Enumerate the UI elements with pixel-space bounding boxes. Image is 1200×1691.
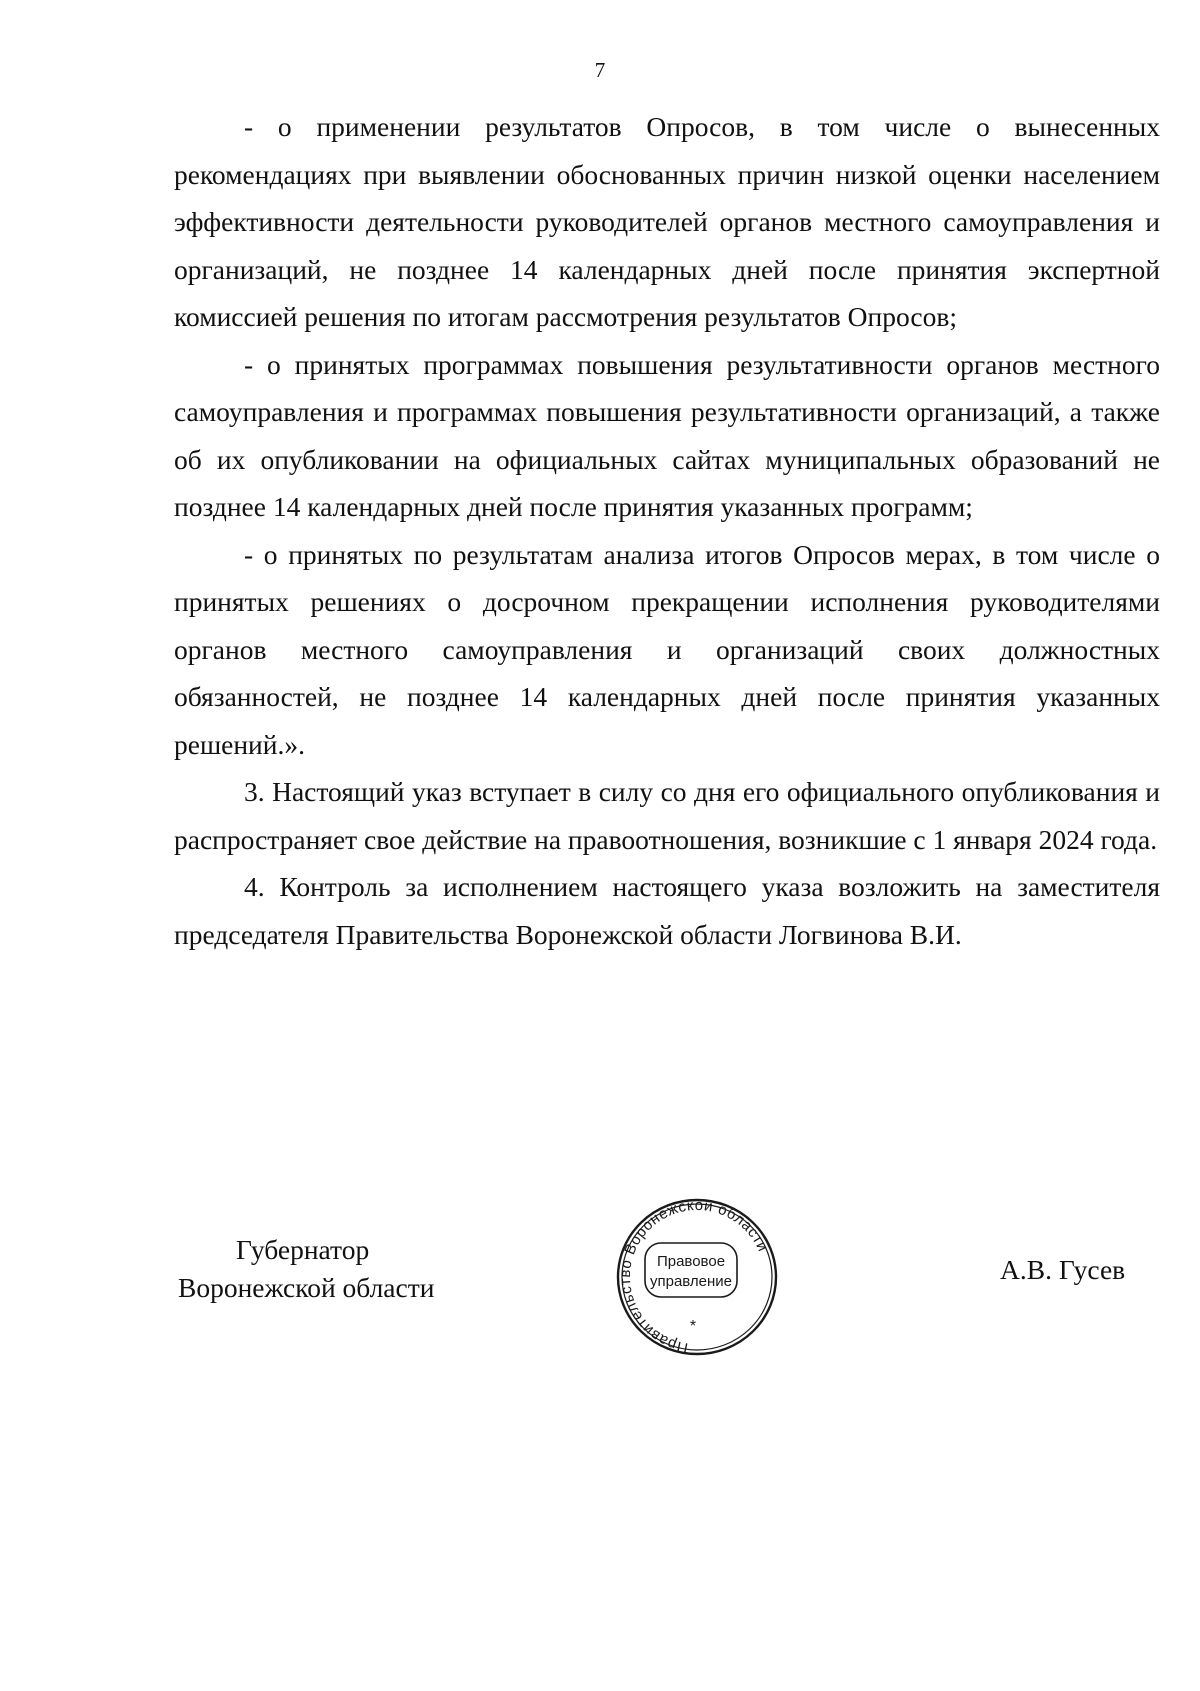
signature-block <box>0 1195 1200 1355</box>
seal-inner-line2: управление <box>649 1273 733 1290</box>
seal-graphic <box>612 1195 782 1360</box>
document-body <box>174 103 1160 958</box>
seal-outer-text: Правительство Воронежской области <box>616 1196 772 1357</box>
seal-inner-line1: Правовое <box>656 1253 726 1270</box>
paragraph-entry-into-force: 3. Настоящий указ вступает в силу со дня его официального опубликования и распространяет свое действие на правоотношения, возникшие с 1 января 2024 года. <box>174 776 1160 855</box>
paragraph-surveys-results: - о применении результатов Опросов, в том числе о вынесенных рекомендациях при выявлении обоснованных причин низкой оценки населением эффективности деятельности руководителей органов местного самоуправления и организаций, не позднее 14 календарных дней после принятия экспертной комиссией решения по итогам рассмотрения результатов Опросов; <box>174 111 1160 332</box>
official-seal <box>612 1195 782 1360</box>
page-number: 7 <box>594 58 606 82</box>
paragraph-measures: - о принятых по результатам анализа итогов Опросов мерах, в том числе о принятых решениях о досрочном прекращении исполнения руководителями органов местного самоуправления и организаций своих должностных обязанностей, не позднее 14 календарных дней после принятия указанных решений.». <box>174 538 1160 760</box>
seal-star: * <box>689 1318 697 1335</box>
signer-position <box>178 1231 478 1307</box>
paragraph-programs: - о принятых программах повышения результативности органов местного самоуправления и программах повышения результативности организаций, а также об их опубликовании на официальных сайтах муниципальных образований не позднее 14 календарных дней после принятия указанных программ; <box>174 348 1160 522</box>
signer-title: Губернатор <box>236 1234 370 1265</box>
signer-region: Воронежской области <box>178 1272 435 1303</box>
signer-name: А.В. Гусев <box>1000 1254 1126 1285</box>
paragraph-control: 4. Контроль за исполнением настоящего указа возложить на заместителя председателя Правительства Воронежской области Логвинова В.И. <box>174 871 1160 950</box>
